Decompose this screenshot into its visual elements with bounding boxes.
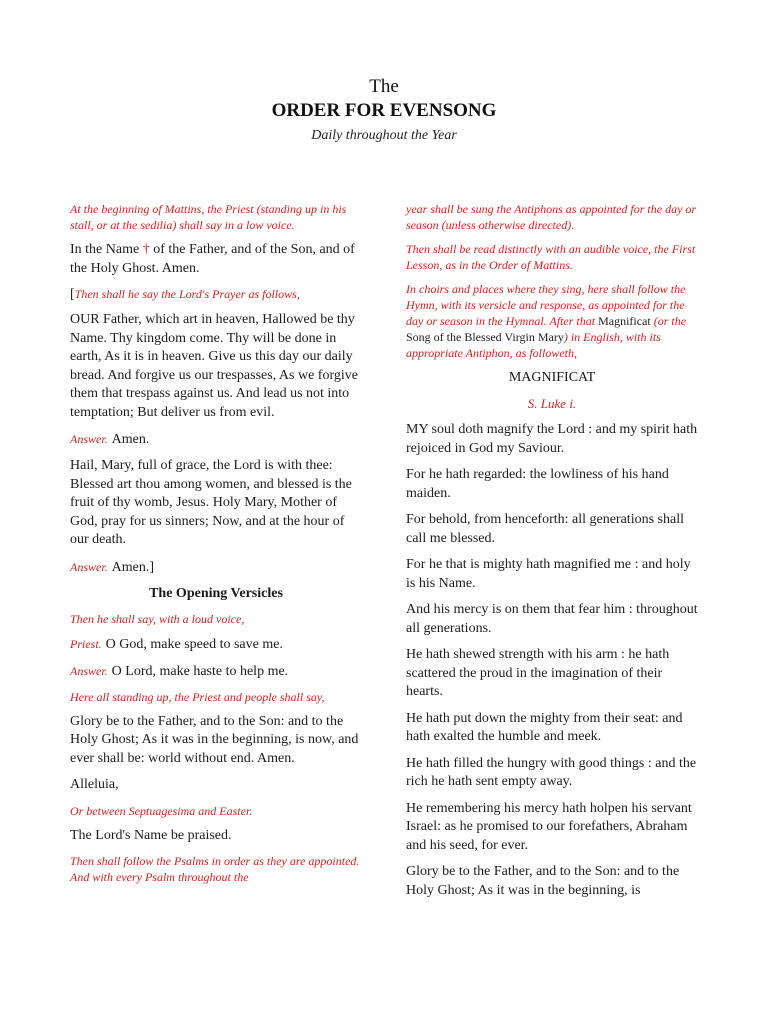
- answer-label: Answer.: [70, 559, 108, 574]
- alleluia: Alleluia,: [70, 777, 119, 792]
- magnificat-heading: MAGNIFICAT: [508, 370, 596, 385]
- answer-text: Amen.]: [111, 559, 155, 575]
- magnificat-verse: He hath shewed strength with his arm : he hath scattered the proud in the imagination of their hearts.: [406, 647, 670, 699]
- magnificat-verse: He hath filled the hungry with good things : and the rich he hath sent empty away.: [406, 755, 697, 789]
- cross-icon: †: [142, 242, 150, 257]
- scripture-reference: S. Luke i.: [527, 396, 577, 411]
- song-reference: Song of the Blessed Virgin Mary: [406, 330, 564, 344]
- magnificat-verse: MY soul doth magnify the Lord : and my spirit hath rejoiced in God my Saviour.: [406, 422, 698, 456]
- answer-label: Answer.: [70, 663, 108, 678]
- priest-label: Priest.: [70, 636, 102, 651]
- rubric-beginning: At the beginning of Mattins, the Priest (standing up in his stall, or at the sedilia) shall say in a low voice.: [70, 202, 347, 232]
- rubric-hymn-part2: (or the: [650, 314, 687, 328]
- magnificat-verse: Glory be to the Father, and to the Son: and to the Holy Ghost; As it was in the beginning, is: [406, 864, 680, 898]
- page-title: ORDER FOR EVENSONG: [271, 100, 497, 121]
- hail-mary-prayer: Hail, Mary, full of grace, the Lord is with thee: Blessed art thou among women, and blessed is the fruit of thy womb, Jesus. Holy Mary, Mother of God, pray for us sinners; Now, and at the hour of our death.: [70, 458, 352, 547]
- answer-text: Amen.: [111, 432, 150, 447]
- answer-label: Answer.: [70, 432, 108, 446]
- rubric-antiphons: year shall be sung the Antiphons as appointed for the day or season (unless otherwise directed).: [406, 202, 697, 232]
- our-father-prayer: OUR Father, which art in heaven, Hallowed be thy Name. Thy kingdom come. Thy will be done in earth, As it is in heaven. Give us this day our daily bread. And forgive us our trespasses, As we forgive them that trespass against us. And lead us not into temptation; But deliver us from evil.: [70, 312, 358, 420]
- invocation-part2: of the Father, and of the Son, and of the Holy Ghost. Amen.: [70, 242, 355, 276]
- rubric-standing: Here all standing up, the Priest and people shall say,: [70, 689, 325, 704]
- rubric-hymn-part3: ) in English, with its appropriate Antiphon, as followeth,: [406, 330, 661, 360]
- open-bracket: [: [70, 287, 75, 302]
- magnificat-reference: Magnificat: [598, 314, 651, 328]
- invocation-part1: In the Name: [70, 242, 143, 257]
- answer-amen-1: [70, 430, 362, 449]
- gloria-patri: Glory be to the Father, and to the Son: and to the Holy Ghost; As it was in the beginning, is now, and ever shall be: world without end. Amen.: [70, 713, 359, 766]
- lords-name-praised: The Lord's Name be praised.: [70, 827, 232, 843]
- magnificat-verse: For he hath regarded: the lowliness of his hand maiden.: [406, 467, 669, 501]
- rubric-hymn: [406, 281, 698, 361]
- people-response: [70, 662, 362, 681]
- rubric-psalms: Then shall follow the Psalms in order as they are appointed. And with every Psalm throughout the: [70, 854, 360, 884]
- answer-text: O Lord, make haste to help me.: [111, 663, 289, 679]
- rubric-lords-prayer-text: Then shall he say the Lord's Prayer as follows,: [74, 287, 300, 301]
- right-column: [406, 201, 698, 908]
- magnificat-verse: He remembering his mercy hath holpen his servant Israel: as he promised to our forefathers, Abraham and his seed, for ever.: [406, 800, 692, 853]
- rubric-loud-voice: Then he shall say, with a loud voice,: [70, 611, 245, 626]
- answer-amen-2: [70, 558, 362, 577]
- rubric-septuagesima: Or between Septuagesima and Easter.: [70, 803, 253, 818]
- rubric-hymn-part1: In choirs and places where they sing, here shall follow the Hymn, with its versicle and response, as appointed for the day or season in the Hymnal. After that: [406, 282, 686, 328]
- priest-versicle: [70, 635, 362, 654]
- document-header: [0, 76, 768, 145]
- rubric-first-lesson: Then shall be read distinctly with an audible voice, the First Lesson, as in the Order of Mattins.: [406, 242, 696, 272]
- magnificat-verse: For he that is mighty hath magnified me : and holy is his Name.: [406, 557, 691, 591]
- title-article: The: [369, 76, 399, 97]
- magnificat-verse: For behold, from henceforth: all generations shall call me blessed.: [406, 512, 684, 546]
- priest-text: O God, make speed to save me.: [105, 636, 283, 652]
- magnificat-verse: He hath put down the mighty from their seat: and hath exalted the humble and meek.: [406, 710, 683, 744]
- rubric-lords-prayer: [70, 286, 362, 303]
- left-column: [70, 201, 362, 893]
- magnificat-verse: And his mercy is on them that fear him : throughout all generations.: [406, 602, 698, 636]
- opening-versicles-heading: The Opening Versicles: [149, 585, 283, 601]
- invocation: [70, 241, 362, 278]
- page-subtitle: Daily throughout the Year: [311, 128, 457, 143]
